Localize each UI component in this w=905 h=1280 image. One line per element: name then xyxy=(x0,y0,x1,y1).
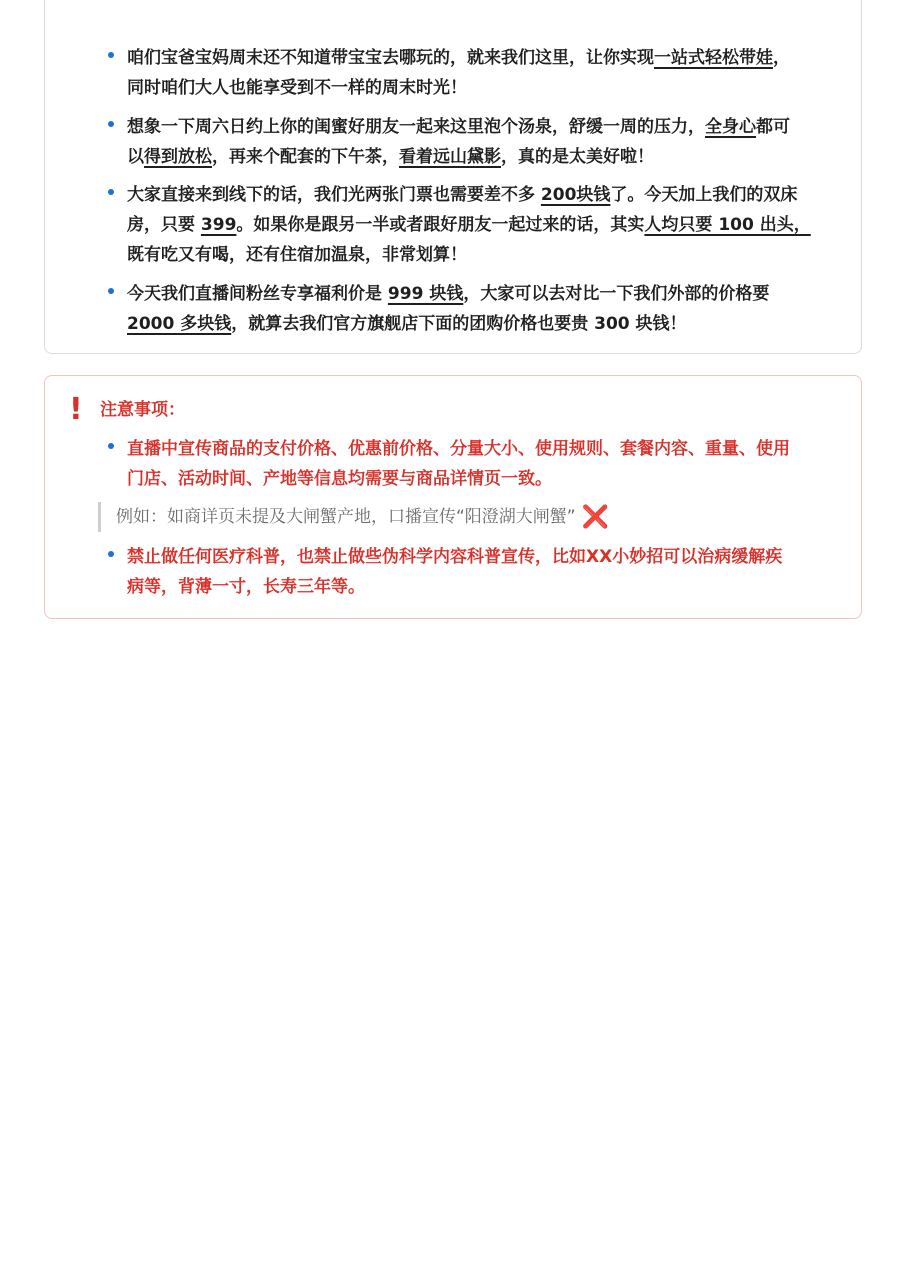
underlined-phrase: 200块钱 xyxy=(540,185,611,205)
cross-mark-icon: ❌ xyxy=(581,505,610,530)
bullet-1 xyxy=(108,52,114,58)
notice-rule-2-line-2: 病等，背薄一寸，长寿三年等。 xyxy=(127,577,365,597)
tip-3-line-2 xyxy=(127,210,811,240)
text-segment: 想象一下周六日约上你的闺蜜好朋友一起来这里泡个汤泉，舒缓一周的压力， xyxy=(127,117,705,137)
text-segment: 。如果你是跟另一半或者跟好朋友一起过来的话，其实 xyxy=(236,215,645,235)
text-segment: ， xyxy=(773,48,790,68)
notice-rule-1-line-1: 直播中宣传商品的支付价格、优惠前价格、分量大小、使用规则、套餐内容、重量、使用 xyxy=(127,439,790,459)
underlined-phrase: 2000 多块钱 xyxy=(127,314,232,334)
tip-1-line-1 xyxy=(127,43,790,73)
tip-2-line-1 xyxy=(127,112,790,142)
text-segment: ，再来个配套的下午茶， xyxy=(212,147,399,167)
text-segment: 房，只要 xyxy=(127,215,201,235)
text-segment: 都可 xyxy=(756,117,790,137)
tip-4-line-2 xyxy=(127,309,687,339)
notice-title: 注意事项： xyxy=(100,400,185,420)
exclamation-icon: ! xyxy=(69,392,83,427)
example-quote xyxy=(116,502,609,533)
bullet-2 xyxy=(108,121,114,127)
text-segment: 大家直接来到线下的话，我们光两张门票也需要差不多 xyxy=(127,185,541,205)
tip-1-line-2 xyxy=(127,73,467,103)
text-segment: ，真的是太美好啦！ xyxy=(501,147,654,167)
example-text: 例如：如商详页未提及大闸蟹产地，口播宣传“阳澄湖大闸蟹” xyxy=(116,507,576,527)
underlined-phrase: 999 块钱 xyxy=(387,284,464,304)
underlined-phrase: 399 xyxy=(200,215,237,235)
text-segment: 咱们宝爸宝妈周末还不知道带宝宝去哪玩的，就来我们这里，让你实现 xyxy=(127,48,654,68)
text-segment: 了。今天加上我们的双床 xyxy=(610,185,798,205)
text-segment: 同时咱们大人也能享受到不一样的周末时光！ xyxy=(127,78,467,98)
tip-4-line-1 xyxy=(127,279,769,309)
bullet-4 xyxy=(108,288,114,294)
text-segment: 以 xyxy=(127,147,144,167)
underlined-phrase: 一站式轻松带娃 xyxy=(654,48,773,68)
notice-rule-1-line-2: 门店、活动时间、产地等信息均需要与商品详情页一致。 xyxy=(127,469,552,489)
notice-rule-2-line-1: 禁止做任何医疗科普，也禁止做些伪科学内容科普宣传，比如XX小妙招可以治病缓解疾 xyxy=(127,547,783,567)
underlined-phrase: 得到放松 xyxy=(144,147,212,167)
text-segment: ，大家可以去对比一下我们外部的价格要 xyxy=(463,284,770,304)
underlined-phrase: 全身心 xyxy=(705,117,756,137)
tip-3-line-3 xyxy=(127,240,467,270)
tip-3-line-1 xyxy=(127,180,797,210)
notice-bullet-2 xyxy=(108,551,114,557)
underlined-phrase: 人均只要 100 出头， xyxy=(644,215,811,235)
tip-2-line-2 xyxy=(127,142,654,172)
text-segment: 既有吃又有喝，还有住宿加温泉，非常划算！ xyxy=(127,245,467,265)
text-segment: ，就算去我们官方旗舰店下面的团购价格也要贵 300 块钱！ xyxy=(231,314,687,334)
underlined-phrase: 看着远山黛影 xyxy=(399,147,501,167)
bullet-3 xyxy=(108,189,114,195)
example-quote-bar xyxy=(98,502,101,532)
text-segment: 今天我们直播间粉丝专享福利价是 xyxy=(127,284,388,304)
notice-bullet-1 xyxy=(108,443,114,449)
